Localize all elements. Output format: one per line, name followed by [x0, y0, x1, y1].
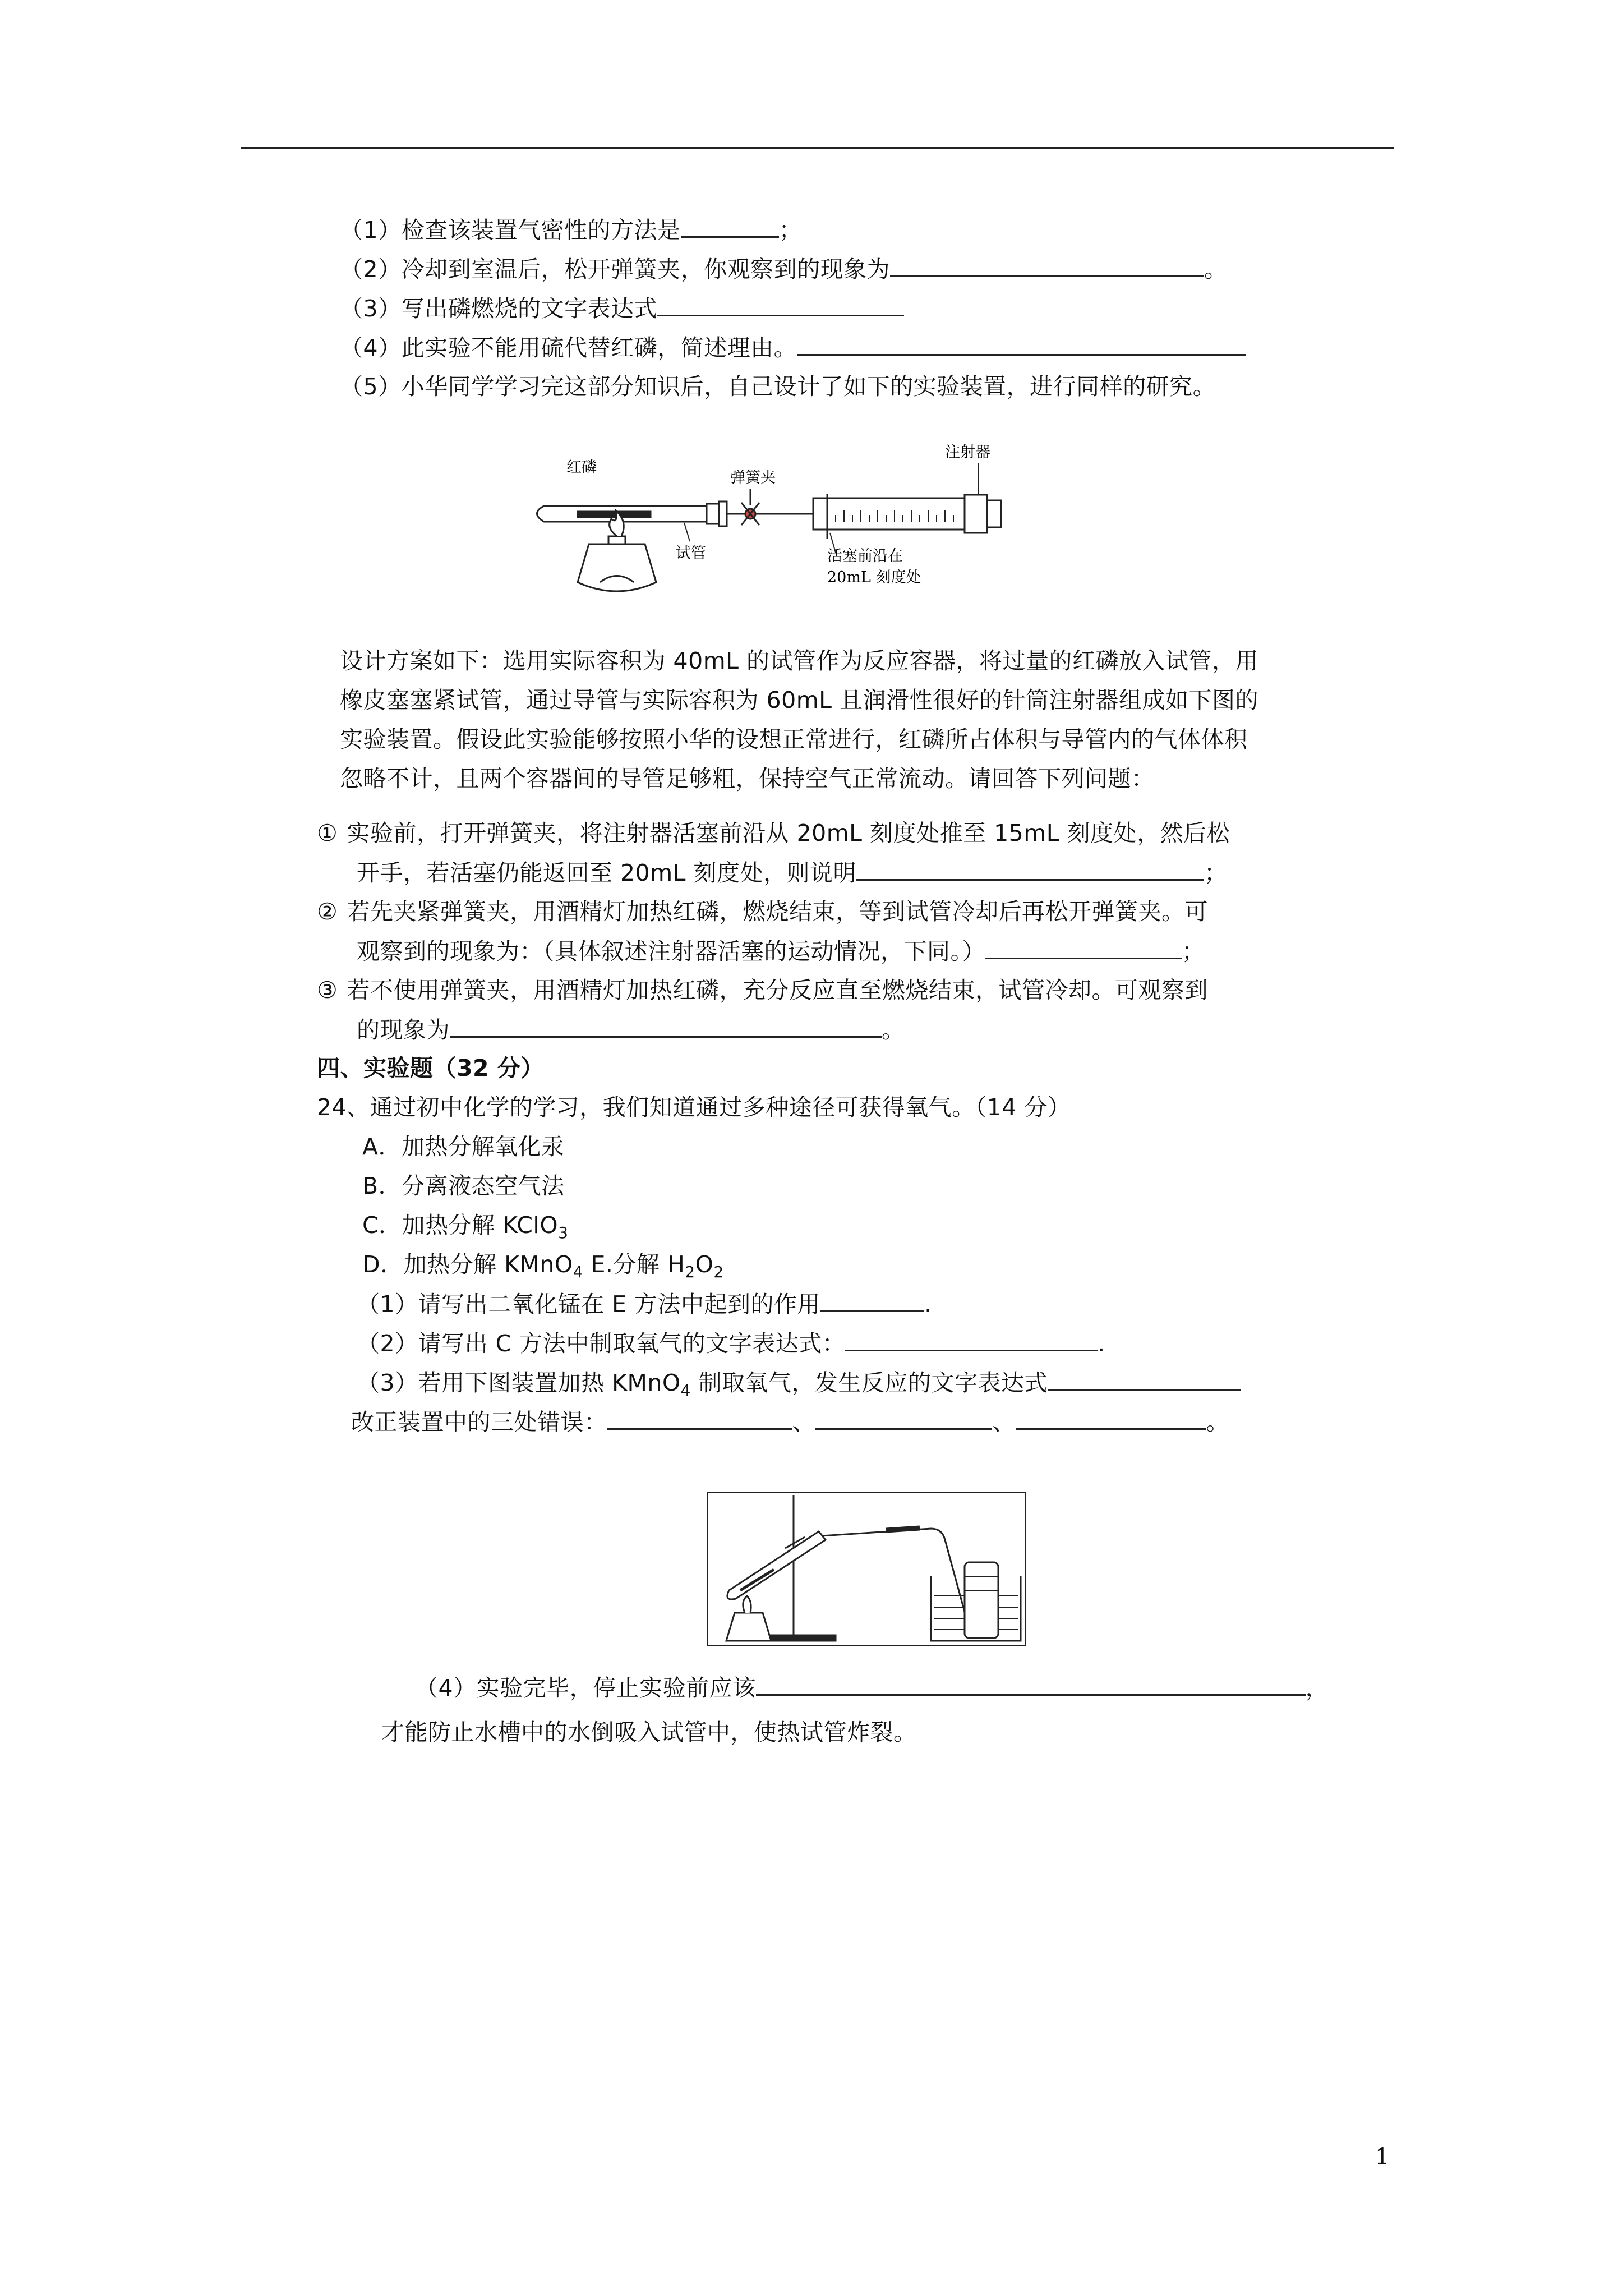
question-5-text: （5）小华同学学习完这部分知识后，自己设计了如下的实验装置，进行同样的研究。 — [340, 373, 1216, 400]
subscript: 4 — [573, 1263, 583, 1282]
answer-blank[interactable] — [985, 935, 1182, 959]
answer-blank[interactable] — [681, 214, 779, 238]
label-test-tube: 试管 — [676, 545, 706, 562]
option-c — [362, 1209, 568, 1249]
gas-bottle-icon — [965, 1562, 998, 1638]
sub-question-1 — [317, 817, 1230, 849]
answer-blank[interactable] — [607, 1406, 792, 1430]
separator: 、 — [792, 1409, 815, 1435]
sub-question-2 — [317, 896, 1208, 927]
sub-number: ② — [317, 898, 338, 925]
part-3 — [357, 1366, 1241, 1406]
punct: ； — [1204, 859, 1228, 886]
label-spring-clip: 弹簧夹 — [730, 469, 776, 486]
answer-blank[interactable] — [756, 1672, 1306, 1696]
question-4 — [340, 332, 1246, 364]
syringe-barrel-icon — [813, 498, 965, 530]
option-d-text: D．加热分解 KMnO — [362, 1251, 573, 1278]
part-3-corrections — [351, 1406, 1229, 1438]
punct: . — [1098, 1330, 1105, 1357]
sub-question-2-line1: 若先夹紧弹簧夹，用酒精灯加热红磷，燃烧结束，等到试管冷却后再松开弹簧夹。可 — [347, 898, 1209, 925]
part-3-text: （3）若用下图装置加热 KMnO — [357, 1369, 681, 1396]
spring-clip-icon — [741, 489, 759, 525]
subscript: 2 — [685, 1263, 695, 1282]
question-1-text: （1）检查该装置气密性的方法是 — [340, 217, 681, 243]
label-piston-line1: 活塞前沿在 — [827, 547, 903, 565]
question-3 — [340, 292, 904, 324]
question-2 — [340, 253, 1228, 285]
part-2-text: （2）请写出 C 方法中制取氧气的文字表达式： — [357, 1330, 846, 1357]
answer-blank[interactable] — [450, 1014, 882, 1038]
label-syringe: 注射器 — [945, 444, 990, 461]
part-4-text: （4）实验完毕，停止实验前应该 — [415, 1674, 756, 1701]
option-e-text: E.分解 H — [583, 1251, 685, 1278]
alcohol-lamp-icon — [578, 510, 656, 591]
delivery-tube-icon — [822, 1529, 970, 1632]
header-rule — [241, 147, 1394, 149]
subscript: 4 — [680, 1381, 691, 1400]
question-2-text: （2）冷却到室温后，松开弹簧夹，你观察到的现象为 — [340, 256, 891, 283]
syringe-plunger-icon — [987, 500, 1001, 527]
part-1-text: （1）请写出二氧化锰在 E 方法中起到的作用 — [357, 1291, 821, 1318]
answer-blank[interactable] — [657, 292, 904, 316]
option-c-text: C．加热分解 KClO — [362, 1212, 559, 1239]
option-b: B．分离液态空气法 — [362, 1172, 565, 1199]
answer-blank[interactable] — [815, 1406, 992, 1430]
sub-number: ③ — [317, 977, 338, 1004]
sub-question-3-cont — [357, 1014, 905, 1046]
sub-number: ① — [317, 820, 338, 846]
option-d-e — [362, 1249, 724, 1288]
subscript: 2 — [713, 1263, 724, 1282]
part-3b-text: 改正装置中的三处错误： — [351, 1409, 607, 1435]
oxygen-generation-apparatus-figure — [707, 1492, 1026, 1646]
part-1 — [357, 1288, 932, 1320]
punct: ； — [1182, 938, 1205, 965]
sub-question-1-cont — [357, 857, 1228, 889]
option-a: A．加热分解氧化汞 — [362, 1133, 565, 1160]
question-4-text: （4）此实验不能用硫代替红磷，简述理由。 — [340, 334, 797, 361]
part-2 — [357, 1327, 1105, 1359]
test-tube-icon — [727, 1531, 826, 1599]
sub-question-3 — [317, 974, 1208, 1006]
answer-blank[interactable] — [890, 253, 1204, 277]
sub-question-2-line2: 观察到的现象为：（具体叙述注射器活塞的运动情况，下同。） — [357, 938, 985, 965]
separator: 、 — [992, 1409, 1016, 1435]
section-heading: 四、实验题（32 分） — [317, 1055, 544, 1082]
red-phosphorus-icon — [578, 512, 651, 517]
sub-question-3-line2: 的现象为 — [357, 1016, 450, 1043]
part-4 — [415, 1672, 1329, 1704]
punct: 。 — [882, 1016, 905, 1043]
punct: ， — [1305, 1674, 1329, 1701]
sub-question-3-line1: 若不使用弹簧夹，用酒精灯加热红磷，充分反应直至燃烧结束，试管冷却。可观察到 — [347, 977, 1209, 1004]
sub-question-2-cont — [357, 935, 1205, 967]
question-1 — [340, 214, 802, 246]
punct: ； — [778, 217, 803, 243]
option-e-text: O — [695, 1251, 714, 1278]
subscript: 3 — [558, 1223, 569, 1243]
design-line-1: 设计方案如下：选用实际容积为 40mL 的试管作为反应容器，将过量的红磷放入试管，用 — [340, 647, 1259, 674]
sub-question-1-line1: 实验前，打开弹簧夹，将注射器活塞前沿从 20mL 刻度处推至 15mL 刻度处，然后松 — [347, 820, 1230, 846]
answer-blank[interactable] — [820, 1288, 924, 1312]
answer-blank[interactable] — [856, 857, 1204, 881]
design-line-3: 实验装置。假设此实验能够按照小华的设想正常进行，红磷所占体积与导管内的气体体积 — [340, 726, 1248, 753]
label-piston-line2: 20mL 刻度处 — [827, 569, 921, 586]
question-24: 24、通过初中化学的学习，我们知道通过多种途径可获得氧气。（14 分） — [317, 1094, 1071, 1121]
alcohol-lamp-icon — [726, 1596, 771, 1641]
design-line-2: 橡皮塞塞紧试管，通过导管与实际容积为 60mL 且润滑性很好的针筒注射器组成如下图的 — [340, 687, 1259, 714]
design-line-4: 忽略不计，且两个容器间的导管足够粗，保持空气正常流动。请回答下列问题： — [340, 765, 1155, 792]
page-number: 1 — [1375, 2144, 1390, 2170]
answer-blank[interactable] — [797, 332, 1246, 356]
punct: 。 — [1206, 1409, 1229, 1435]
punct: . — [924, 1291, 932, 1318]
answer-blank[interactable] — [1048, 1366, 1241, 1391]
label-red-phosphorus: 红磷 — [566, 459, 597, 476]
punct: 。 — [1204, 256, 1228, 283]
question-3-text: （3）写出磷燃烧的文字表达式 — [340, 295, 658, 322]
syringe-apparatus-figure — [522, 438, 1054, 617]
question-5 — [340, 371, 1216, 402]
answer-blank[interactable] — [1016, 1406, 1206, 1430]
part-3-text: 制取氧气，发生反应的文字表达式 — [690, 1369, 1048, 1396]
part-4-cont: 才能防止水槽中的水倒吸入试管中，使热试管炸裂。 — [381, 1719, 917, 1746]
stopper-icon — [707, 504, 719, 524]
answer-blank[interactable] — [845, 1327, 1098, 1351]
sub-question-1-line2: 开手，若活塞仍能返回至 20mL 刻度处，则说明 — [357, 859, 857, 886]
